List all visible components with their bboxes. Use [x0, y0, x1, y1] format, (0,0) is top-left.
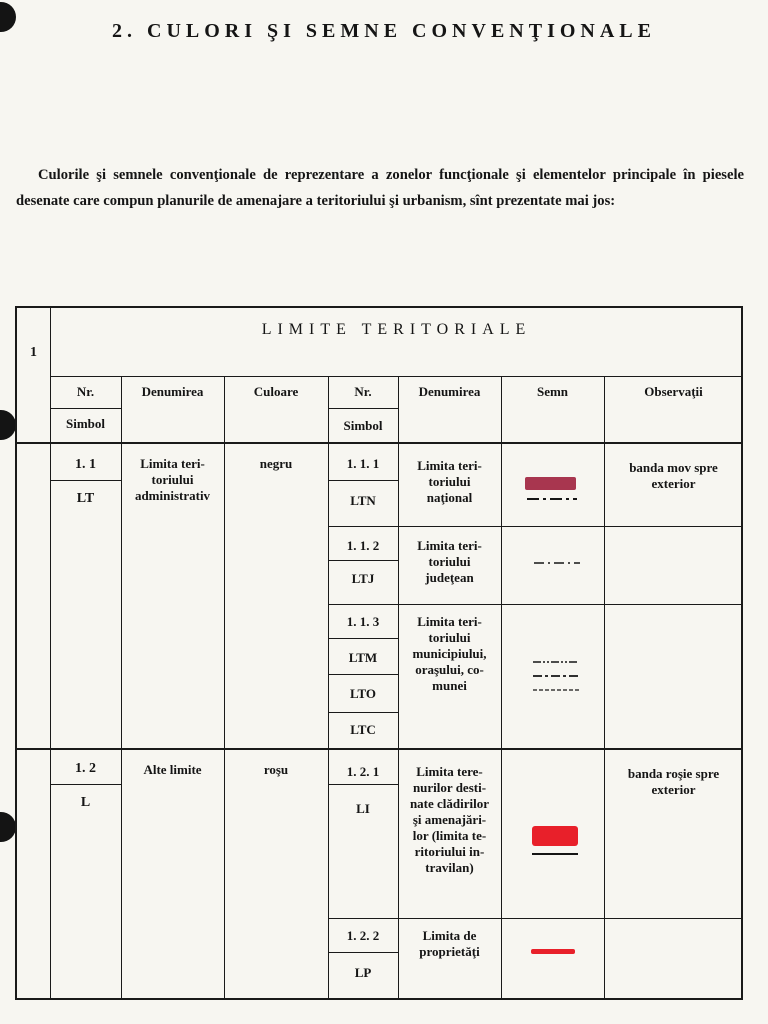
section-title: LIMITE TERITORIALE — [261, 321, 532, 338]
row-divider — [328, 560, 398, 561]
row-divider — [328, 604, 743, 605]
row-divider — [17, 748, 743, 750]
group-observatii: banda mov spre exterior — [629, 460, 718, 491]
row-divider — [50, 408, 121, 409]
row-divider — [328, 408, 398, 409]
group-simbol: LT — [76, 491, 95, 506]
triple-dash-dot-sign-icon — [531, 656, 581, 696]
header-simbol: Simbol — [65, 416, 105, 431]
red-line-sign-icon — [529, 946, 579, 958]
row-divider — [17, 442, 743, 444]
row-simbol: LTN — [350, 493, 376, 508]
header-culoare: Culoare — [253, 384, 299, 399]
header-sub-simbol: Simbol — [343, 418, 383, 433]
group-denumirea: Alte limite — [143, 762, 202, 777]
punch-hole — [0, 812, 16, 842]
row-nr: 1. 2. 1 — [346, 764, 380, 779]
group-observatii: banda roşie spre exterior — [627, 766, 720, 797]
group-culoare: roşu — [263, 762, 289, 777]
group-simbol: L — [80, 795, 91, 810]
group-nr: 1. 2 — [75, 761, 96, 776]
row-simbol: LTC — [350, 722, 376, 737]
row-divider — [328, 712, 398, 713]
row-divider — [50, 480, 121, 481]
red-band-sign-icon — [529, 820, 583, 860]
section-number: 1 — [30, 345, 37, 360]
row-nr: 1. 1. 3 — [346, 614, 380, 629]
group-culoare: negru — [259, 456, 293, 471]
header-nr: Nr. — [76, 384, 95, 399]
col-divider — [501, 376, 502, 1000]
row-divider — [50, 784, 121, 785]
row-divider — [328, 952, 398, 953]
row-nr: 1. 1. 2 — [346, 538, 380, 553]
col-divider — [50, 308, 51, 1000]
row-denumirea: Limita teri- toriului naţional — [417, 458, 482, 505]
group-denumirea: Limita teri- toriului administrativ — [134, 456, 211, 503]
row-denumirea: Limita de proprietăţi — [419, 928, 480, 959]
row-simbol: LTJ — [351, 571, 375, 586]
header-semn: Semn — [536, 384, 569, 399]
intro-paragraph: Culorile şi semnele convenţionale de reprezentare a zonelor funcţionale şi elementelor principale în piesele desenate care compun planurile de amenajare a teritoriului şi urbanism, sînt prezentate mai jos: — [16, 167, 744, 209]
punch-hole — [0, 410, 16, 440]
row-simbol: LI — [356, 801, 370, 816]
row-nr: 1. 2. 2 — [346, 928, 380, 943]
row-denumirea: Limita tere- nurilor desti- nate clădirilor şi amenajări- lor (limita te- ritoriului in- travilan) — [409, 764, 490, 875]
header-sub-nr: Nr. — [354, 384, 372, 399]
row-simbol: LTO — [349, 686, 377, 701]
purple-band-sign-icon — [522, 474, 582, 506]
row-simbol: LTM — [348, 650, 378, 665]
row-divider — [328, 674, 398, 675]
row-divider — [328, 638, 398, 639]
red-band — [532, 826, 578, 846]
row-denumirea: Limita teri- toriului municipiului, oraşului, co- munei — [412, 614, 487, 693]
header-sub-denumirea: Denumirea — [418, 384, 481, 399]
header-observatii: Observaţii — [644, 384, 703, 399]
red-line — [531, 949, 575, 954]
header-denumirea: Denumirea — [141, 384, 204, 399]
row-divider — [328, 526, 743, 527]
purple-band — [525, 477, 576, 490]
row-divider — [328, 918, 743, 919]
row-nr: 1. 1. 1 — [346, 456, 380, 471]
legend-table — [15, 306, 743, 1000]
row-divider — [50, 376, 743, 377]
row-divider — [328, 784, 398, 785]
group-nr: 1. 1 — [75, 457, 96, 472]
page-title: 2. CULORI ŞI SEMNE CONVENŢIONALE — [112, 20, 656, 42]
row-simbol: LP — [354, 965, 372, 980]
row-denumirea: Limita teri- toriului judeţean — [417, 538, 482, 585]
row-divider — [328, 480, 398, 481]
dash-dot-sign-icon — [532, 558, 582, 568]
